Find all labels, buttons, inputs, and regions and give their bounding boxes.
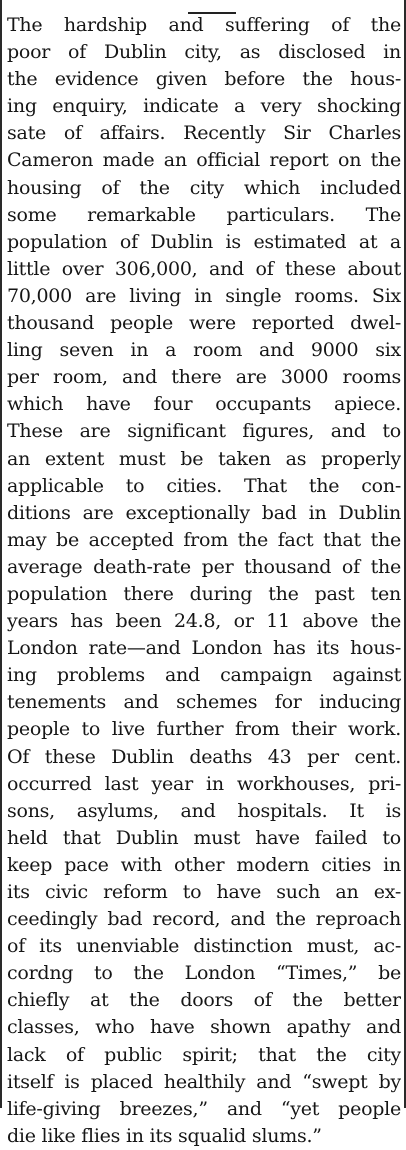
- article-line: ing problems and campaign against: [7, 664, 401, 687]
- article-line: The hardship and suffering of the: [7, 14, 401, 36]
- article-line: population of Dublin is estimated at a: [7, 230, 401, 253]
- article-line: Of these Dublin deaths 43 per cent.: [7, 745, 401, 768]
- article-line: keep pace with other modern cities in: [7, 853, 401, 876]
- article-line: cordng to the London “Times,” be: [7, 962, 401, 985]
- article-line: chiefly at the doors of the better: [7, 989, 401, 1012]
- article-line: poor of Dublin city, as disclosed in: [7, 41, 401, 64]
- article-line: little over 306,000, and of these about: [7, 257, 401, 280]
- article-line: Cameron made an official report on the: [7, 149, 401, 172]
- article-line: applicable to cities. That the con-: [7, 474, 401, 497]
- article-line: tenements and schemes for inducing: [7, 691, 401, 714]
- article-line: lack of public spirit; that the city: [7, 1043, 401, 1066]
- article-line: its civic reform to have such an ex-: [7, 881, 401, 903]
- article-line: an extent must be taken as properly: [7, 447, 401, 470]
- left-column-rule: [0, 0, 2, 1108]
- article-line: years has been 24.8, or 11 above the: [7, 610, 401, 633]
- article-line: of its unenviable distinction must, ac-: [7, 935, 401, 958]
- article-line: occurred last year in workhouses, pri-: [7, 772, 401, 795]
- article-line: die like flies in its squalid slums.”: [7, 1124, 322, 1147]
- article-body: [7, 12, 401, 1150]
- article-line: housing of the city which included: [7, 176, 401, 199]
- article-line: life-giving breezes,” and “yet people: [7, 1097, 401, 1120]
- article-line: some remarkable particulars. The: [7, 203, 401, 226]
- article-line: the evidence given before the hous-: [7, 68, 401, 91]
- article-line: itself is placed healthily and “swept by: [7, 1070, 401, 1093]
- article-line: may be accepted from the fact that the: [7, 528, 401, 551]
- article-line: which have four occupants apiece.: [7, 393, 401, 416]
- article-line: population there during the past ten: [7, 582, 401, 605]
- article-line: people to live further from their work.: [7, 718, 401, 741]
- article-line: ing enquiry, indicate a very shocking: [7, 95, 401, 118]
- article-line: 70,000 are living in single rooms. Six: [7, 284, 401, 307]
- article-line: held that Dublin must have failed to: [7, 826, 401, 849]
- article-line: ceedingly bad record, and the reproach: [7, 908, 401, 931]
- article-line: average death-rate per thousand of the: [7, 555, 401, 578]
- article-line: sons, asylums, and hospitals. It is: [7, 799, 401, 822]
- article-line: These are significant figures, and to: [7, 420, 401, 443]
- article-line: ditions are exceptionally bad in Dublin: [7, 501, 401, 524]
- article-line: classes, who have shown apathy and: [7, 1016, 401, 1039]
- article-line: London rate—and London has its hous-: [7, 637, 401, 660]
- article-line: per room, and there are 3000 rooms: [7, 366, 401, 389]
- article-line: sate of affairs. Recently Sir Charles: [7, 122, 401, 145]
- article-line: ling seven in a room and 9000 six: [7, 339, 401, 362]
- article-line: thousand people were reported dwel-: [7, 312, 401, 335]
